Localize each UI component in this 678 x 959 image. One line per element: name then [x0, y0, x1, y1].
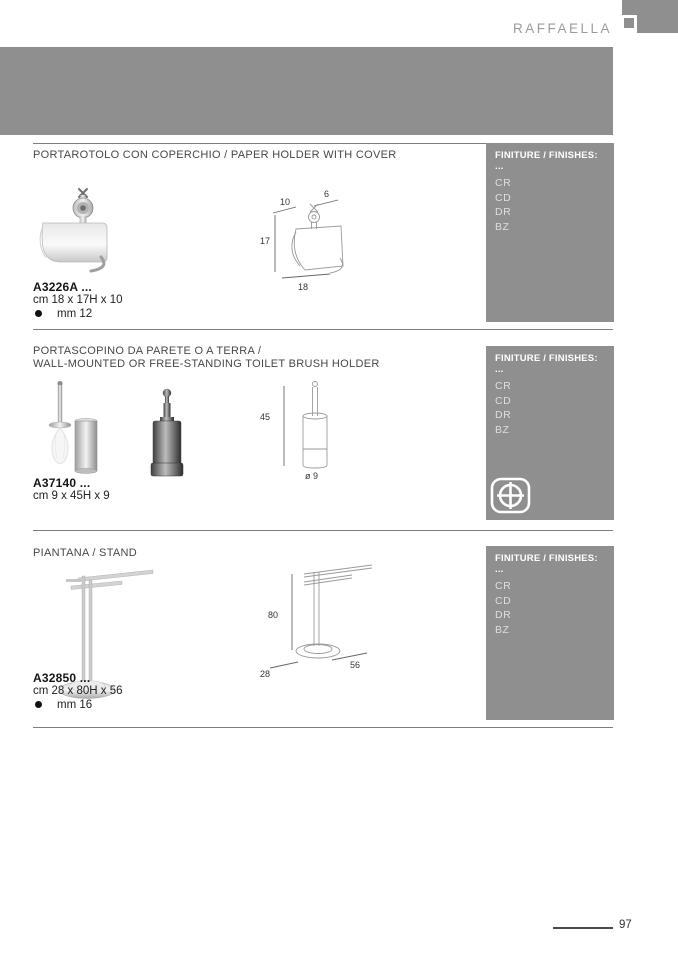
product-info-block [33, 672, 122, 711]
finish-option-cd: CD [495, 594, 512, 607]
finish-option-bz: BZ [495, 623, 510, 636]
product-size: cm 9 x 45H x 9 [33, 490, 110, 502]
finishes-box [486, 346, 614, 520]
finish-option-cd: CD [495, 394, 512, 407]
wall-distance-value: mm 12 [57, 307, 93, 320]
footer-rule [553, 927, 613, 929]
wall-distance-bullet [35, 310, 42, 317]
finish-option-dr: DR [495, 609, 512, 621]
finishes-header: FINITURE / FINISHES: ... [495, 353, 598, 375]
product-info-block [33, 281, 122, 320]
section-rule [33, 530, 613, 531]
top-banner [0, 47, 613, 135]
finish-option-cr: CR [495, 380, 512, 392]
section-title-line1: PORTASCOPINO DA PARETE O A TERRA / [33, 345, 262, 357]
header-deco-square-large [622, 0, 678, 15]
section-title [33, 547, 137, 560]
finish-option-bz: BZ [495, 220, 510, 233]
technical-drawing-brush-holder [258, 378, 358, 480]
product-photo-paper-holder [30, 186, 115, 274]
dimension-label-depth: 10 [280, 197, 291, 207]
dimension-label-width: 56 [350, 660, 361, 670]
dimension-label-top-right: 6 [324, 189, 330, 199]
product-size: cm 18 x 17H x 10 [33, 294, 123, 306]
finish-option-cd: CD [495, 191, 512, 204]
dimension-label-width: 18 [298, 282, 309, 292]
header-deco-square-medium [637, 15, 678, 33]
section-title-line1: PORTAROTOLO CON COPERCHIO / PAPER HOLDER WITH COVER [33, 149, 397, 161]
product-photo-brush-assembled [147, 387, 189, 482]
finish-option-dr: DR [495, 206, 512, 218]
brand-title: RAFFAELLA [512, 21, 612, 36]
finishes-header: FINITURE / FINISHES: ... [495, 553, 598, 575]
wall-distance-row [33, 699, 122, 711]
section-title [33, 149, 396, 162]
header-deco-square-small [624, 18, 634, 28]
wall-distance-bullet [35, 701, 42, 708]
finish-option-dr: DR [495, 409, 512, 421]
finish-option-bz: BZ [495, 423, 510, 436]
product-code: A37140 ... [33, 476, 91, 490]
dimension-label-height: 45 [260, 412, 271, 422]
product-info-block [33, 477, 110, 503]
wall-distance-row [33, 308, 122, 320]
product-code: A32850 ... [33, 671, 91, 685]
product-photo-brush-exploded [33, 380, 105, 480]
finishes-box [486, 143, 614, 322]
brush-holder-sketch [303, 382, 327, 469]
finish-option-cr: CR [495, 580, 512, 592]
finish-option-cr: CR [495, 177, 512, 189]
technical-drawing-paper-holder [258, 182, 376, 294]
technical-drawing-stand [252, 560, 378, 680]
section-rule [33, 727, 613, 728]
stand-sketch [296, 565, 372, 658]
section-rule [33, 329, 613, 330]
dimension-label-depth: 28 [260, 669, 271, 679]
dimension-label-height: 17 [260, 236, 271, 246]
product-size: cm 28 x 80H x 56 [33, 685, 123, 697]
section-title [33, 345, 380, 371]
product-code: A3226A ... [33, 280, 92, 294]
section-title-line1: PIANTANA / STAND [33, 547, 138, 559]
dimension-label-height: 80 [268, 610, 279, 620]
section-title-line2: WALL-MOUNTED OR FREE-STANDING TOILET BRUSH HOLDER [33, 358, 380, 370]
wall-distance-value: mm 16 [57, 698, 93, 711]
paper-holder-sketch [292, 204, 343, 273]
finishes-header: FINITURE / FINISHES: ... [495, 150, 598, 172]
page-number: 97 [619, 919, 632, 931]
dimension-label-diameter: ø 9 [305, 471, 319, 480]
wall-mount-screw-icon [490, 477, 531, 514]
finishes-box [486, 546, 614, 720]
